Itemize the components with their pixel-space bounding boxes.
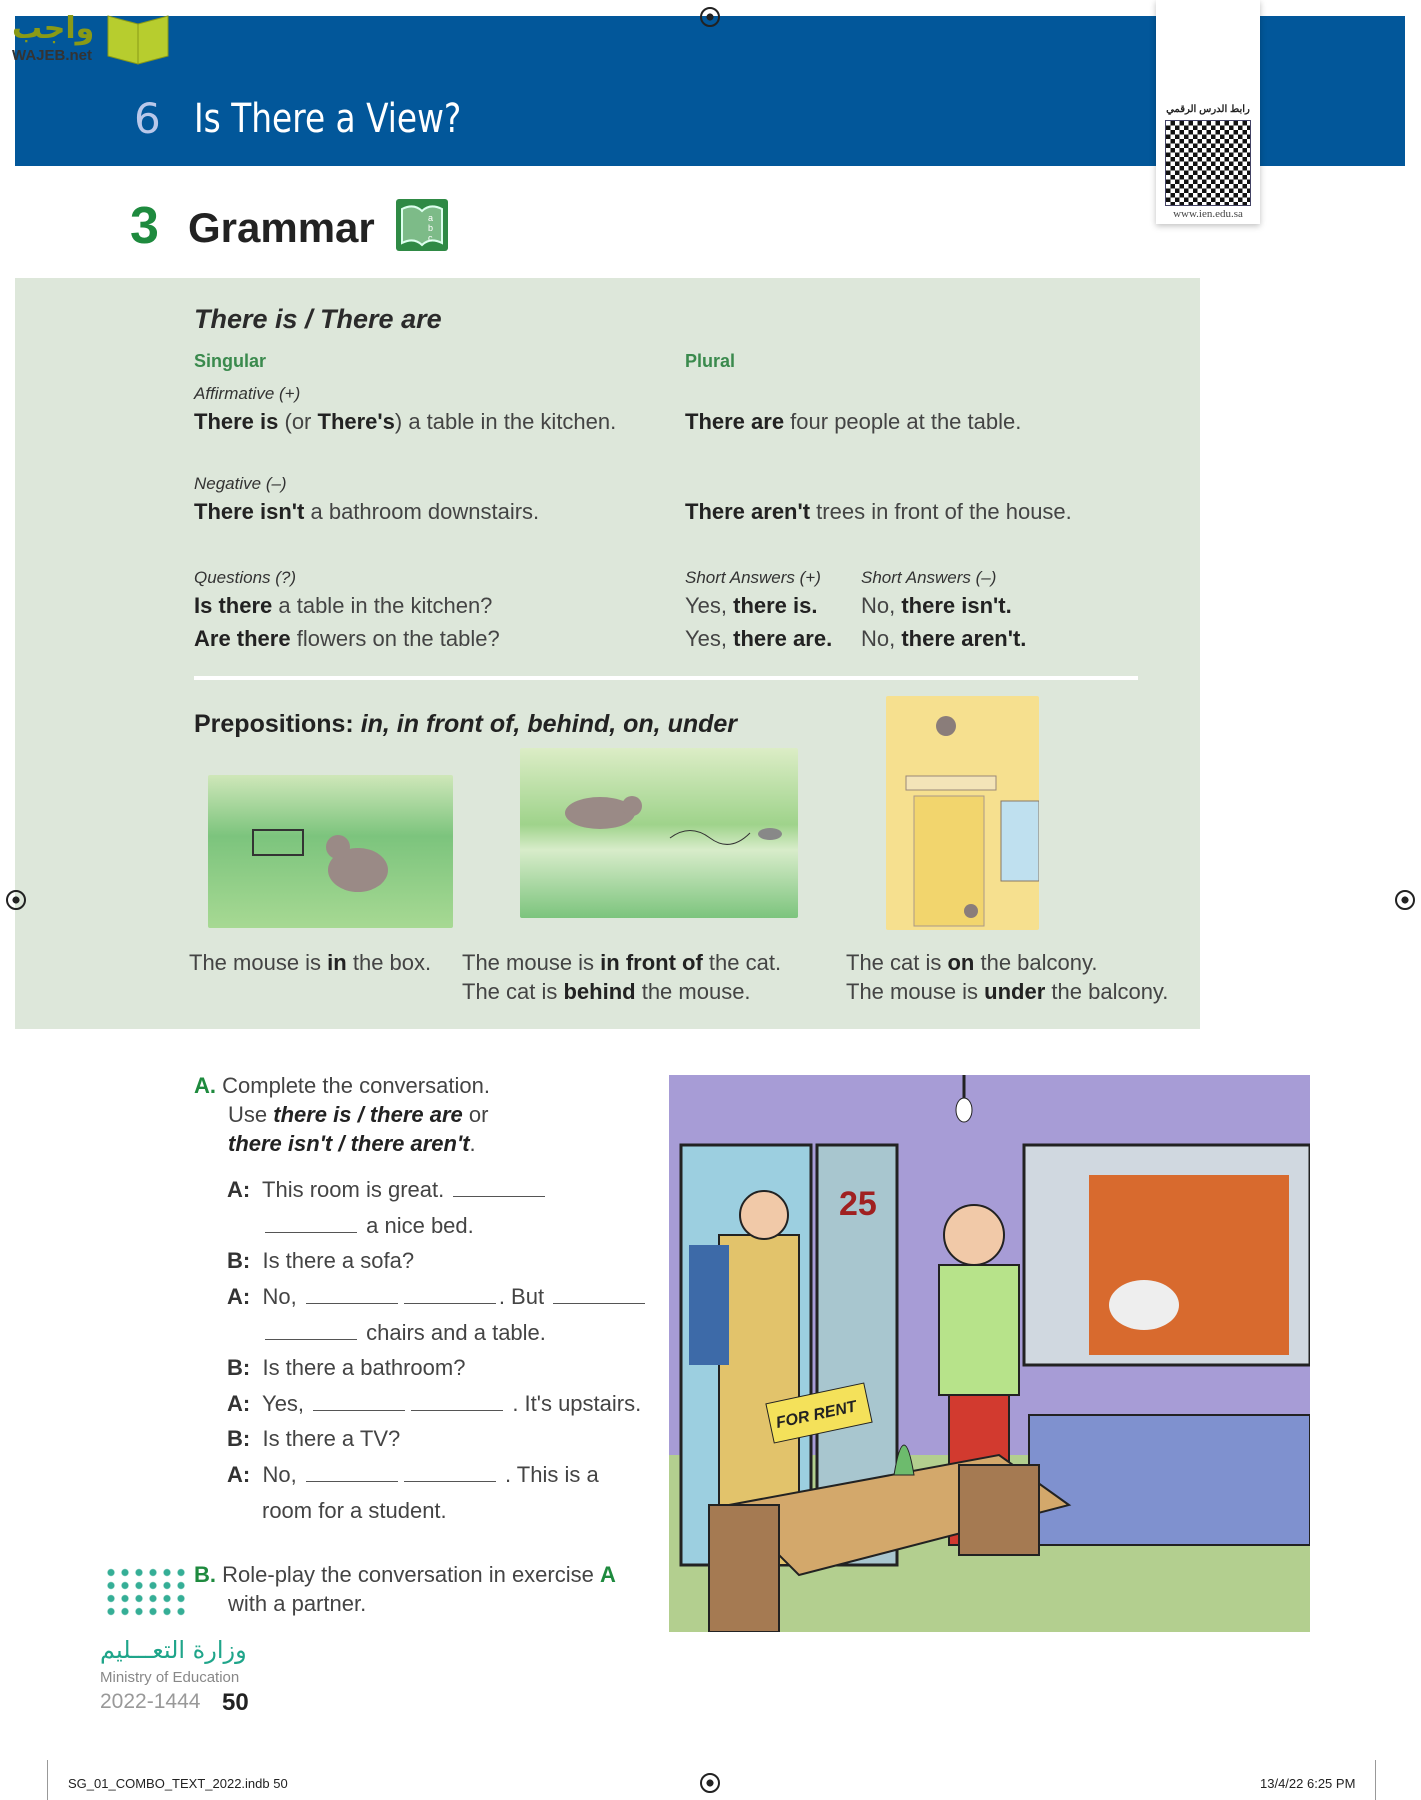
registration-mark-icon [700,7,720,27]
blank-input[interactable] [404,1303,496,1304]
dialog-line: A: No, . This is a [227,1462,599,1487]
svg-text:b: b [428,223,434,233]
exercise-a-instruction-3: there isn't / there aren't. [228,1131,476,1156]
short-positive-2: Yes, there are. [685,626,833,651]
footer-file: SG_01_COMBO_TEXT_2022.indb 50 [68,1776,288,1791]
caption-behind: The cat is behind the mouse. [462,979,751,1004]
wajeb-logo [12,4,192,66]
exercise-b-instruction: B. Role-play the conversation in exercise A [194,1562,616,1587]
divider [194,676,1138,680]
door-number: 25 [839,1185,877,1223]
page-number: 50 [222,1689,249,1716]
qr-code-card[interactable] [1156,0,1260,224]
dialog-line: a nice bed. [262,1213,474,1239]
short-answers-negative-label: Short Answers (–) [861,568,997,587]
dialog-line: A: No, . But [227,1284,648,1310]
registration-mark-icon [1395,890,1415,910]
caption-in-front-of: The mouse is in front of the cat. [462,950,782,975]
negative-singular: There isn't a bathroom downstairs. [194,499,540,524]
qr-url[interactable]: www.ien.edu.sa [1173,208,1243,220]
ministry-arabic: وزارة التعـــليم [100,1636,247,1664]
question-1: Is there a table in the kitchen? [194,593,493,618]
dialog-line: chairs and a table. [262,1320,546,1346]
negative-plural: There aren't trees in front of the house. [685,499,1072,524]
short-answers-positive-label: Short Answers (+) [685,568,821,587]
blank-input[interactable] [306,1481,398,1482]
blank-input[interactable] [411,1410,503,1411]
question-2: Are there flowers on the table? [194,626,500,651]
section-title: Grammar [188,204,375,251]
illustration-room-for-rent [669,1075,1310,1632]
dialog-line: A: Yes, . It's upstairs. [227,1391,642,1416]
affirmative-plural: There are four people at the table. [685,409,1022,434]
illustration-cat-behind-mouse [520,748,798,918]
ministry-year: 2022-1444 [100,1690,201,1713]
blank-input[interactable] [306,1303,398,1304]
plural-label: Plural [685,351,736,371]
svg-text:واجب: واجب [12,11,95,46]
dialog-line: room for a student. [262,1498,447,1523]
qr-code-icon[interactable] [1165,120,1251,206]
ministry-dots-icon [104,1566,188,1616]
for-rent-sign: FOR RENT [774,1398,859,1432]
unit-title: Is There a View? [194,96,462,142]
svg-text:c: c [428,233,433,243]
blank-input[interactable] [404,1481,496,1482]
illustration-mouse-in-box [208,775,453,928]
prepositions-title: Prepositions: in, in front of, behind, on, under [194,710,738,738]
footer-date: 13/4/22 6:25 PM [1260,1776,1356,1791]
short-negative-2: No, there aren't. [861,626,1027,651]
ministry-english: Ministry of Education [100,1669,240,1686]
short-negative-1: No, there isn't. [861,593,1012,618]
questions-label: Questions (?) [194,568,297,587]
blank-input[interactable] [453,1196,545,1197]
blank-input[interactable] [313,1410,405,1411]
singular-label: Singular [194,351,267,371]
unit-number: 6 [134,94,161,143]
blank-input[interactable] [265,1339,357,1340]
blank-input[interactable] [553,1303,645,1304]
registration-mark-icon [6,890,26,910]
svg-text:a: a [428,213,434,223]
svg-text:WAJEB.net: WAJEB.net [12,47,93,64]
dialog-line: B: Is there a bathroom? [227,1355,466,1380]
dialog-line: B: Is there a TV? [227,1426,401,1451]
affirmative-singular: There is (or There's) a table in the kitchen. [194,409,617,434]
illustration-cat-on-balcony [886,696,1039,930]
negative-label: Negative (–) [194,474,287,493]
registration-mark-icon [700,1773,720,1793]
exercise-b-instruction-2: with a partner. [228,1591,367,1616]
caption-in: The mouse is in the box. [189,950,432,975]
crop-mark [47,1760,48,1800]
affirmative-label: Affirmative (+) [194,384,301,403]
qr-label: رابط الدرس الرقمي [1166,104,1250,115]
caption-under: The mouse is under the balcony. [846,979,1169,1004]
blank-input[interactable] [265,1232,357,1233]
dialog-line: B: Is there a sofa? [227,1248,415,1273]
exercise-a-instruction-2: Use there is / there are or [228,1102,489,1127]
grammar-title: There is / There are [194,304,442,334]
crop-mark [1375,1760,1376,1800]
exercise-a-instruction: A. Complete the conversation. [194,1073,490,1098]
dialog-line: A: This room is great. [227,1177,548,1203]
short-positive-1: Yes, there is. [685,593,818,618]
grammar-book-icon [396,199,448,251]
caption-on: The cat is on the balcony. [846,950,1098,975]
section-number: 3 [130,197,159,255]
